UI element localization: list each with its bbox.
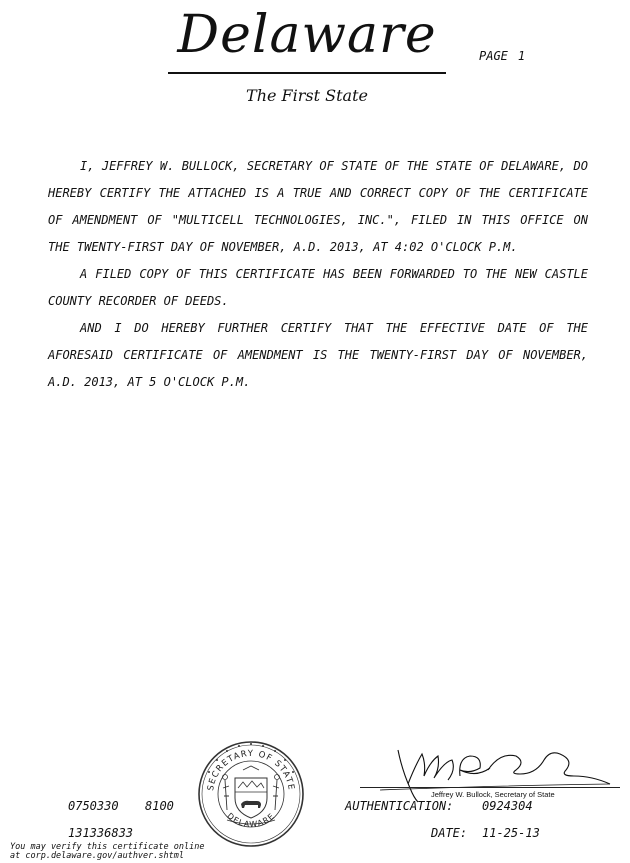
- document-number: 131336833: [68, 826, 134, 840]
- seal-top-text: SECRETARY OF STATE: [206, 748, 296, 792]
- file-number: 0750330: [68, 799, 119, 813]
- verify-note: [10, 843, 204, 861]
- page-label: PAGE: [479, 49, 508, 63]
- authentication-value: 0924304: [482, 799, 533, 813]
- authentication-label: AUTHENTICATION:: [345, 799, 454, 813]
- date-value: 11-25-13: [482, 826, 540, 840]
- verify-line-1: You may verify this certificate online: [10, 842, 205, 852]
- page-number: 1: [517, 49, 526, 63]
- date-label: DATE:: [431, 826, 468, 840]
- state-seal: [197, 740, 305, 848]
- verify-line-2: at corp.delaware.gov/authver.shtml: [10, 851, 184, 861]
- header-rule: [168, 72, 446, 74]
- seal-bottom-text: DELAWARE: [225, 811, 277, 830]
- svg-text:DELAWARE: [225, 811, 276, 829]
- state-title: Delaware: [177, 5, 437, 65]
- signature-line: [360, 787, 620, 788]
- certificate-paragraph-2: A FILED COPY OF THIS CERTIFICATE HAS BEEN FORWARDED TO THE NEW CASTLE COUNTY RECORDER OF DEEDS.: [48, 267, 588, 308]
- page-indicator: [479, 49, 525, 63]
- certificate-body: [48, 153, 588, 396]
- certificate-paragraph-3: AND I DO HEREBY FURTHER CERTIFY THAT THE EFFECTIVE DATE OF THE AFORESAID CERTIFICATE OF AMENDMENT IS THE TWENTY-FIRST DAY OF NOVEMBER, A.D. 2013, AT 5 O'CLOCK P.M.: [48, 321, 588, 389]
- certificate-paragraph-1: I, JEFFREY W. BULLOCK, SECRETARY OF STATE OF THE STATE OF DELAWARE, DO HEREBY CERTIFY THE ATTACHED IS A TRUE AND CORRECT COPY OF THE CERTIFICATE OF AMENDMENT OF "MULTICELL TECHNOLOGIES, INC.", FILED IN THIS OFFICE ON THE TWENTY-FIRST DAY OF NOVEMBER, A.D. 2013, AT 4:02 O'CLOCK P.M.: [48, 159, 588, 254]
- filing-code: 8100: [145, 799, 174, 813]
- state-subtitle: The First State: [246, 86, 368, 105]
- signer-caption: Jeffrey W. Bullock, Secretary of State: [431, 790, 555, 799]
